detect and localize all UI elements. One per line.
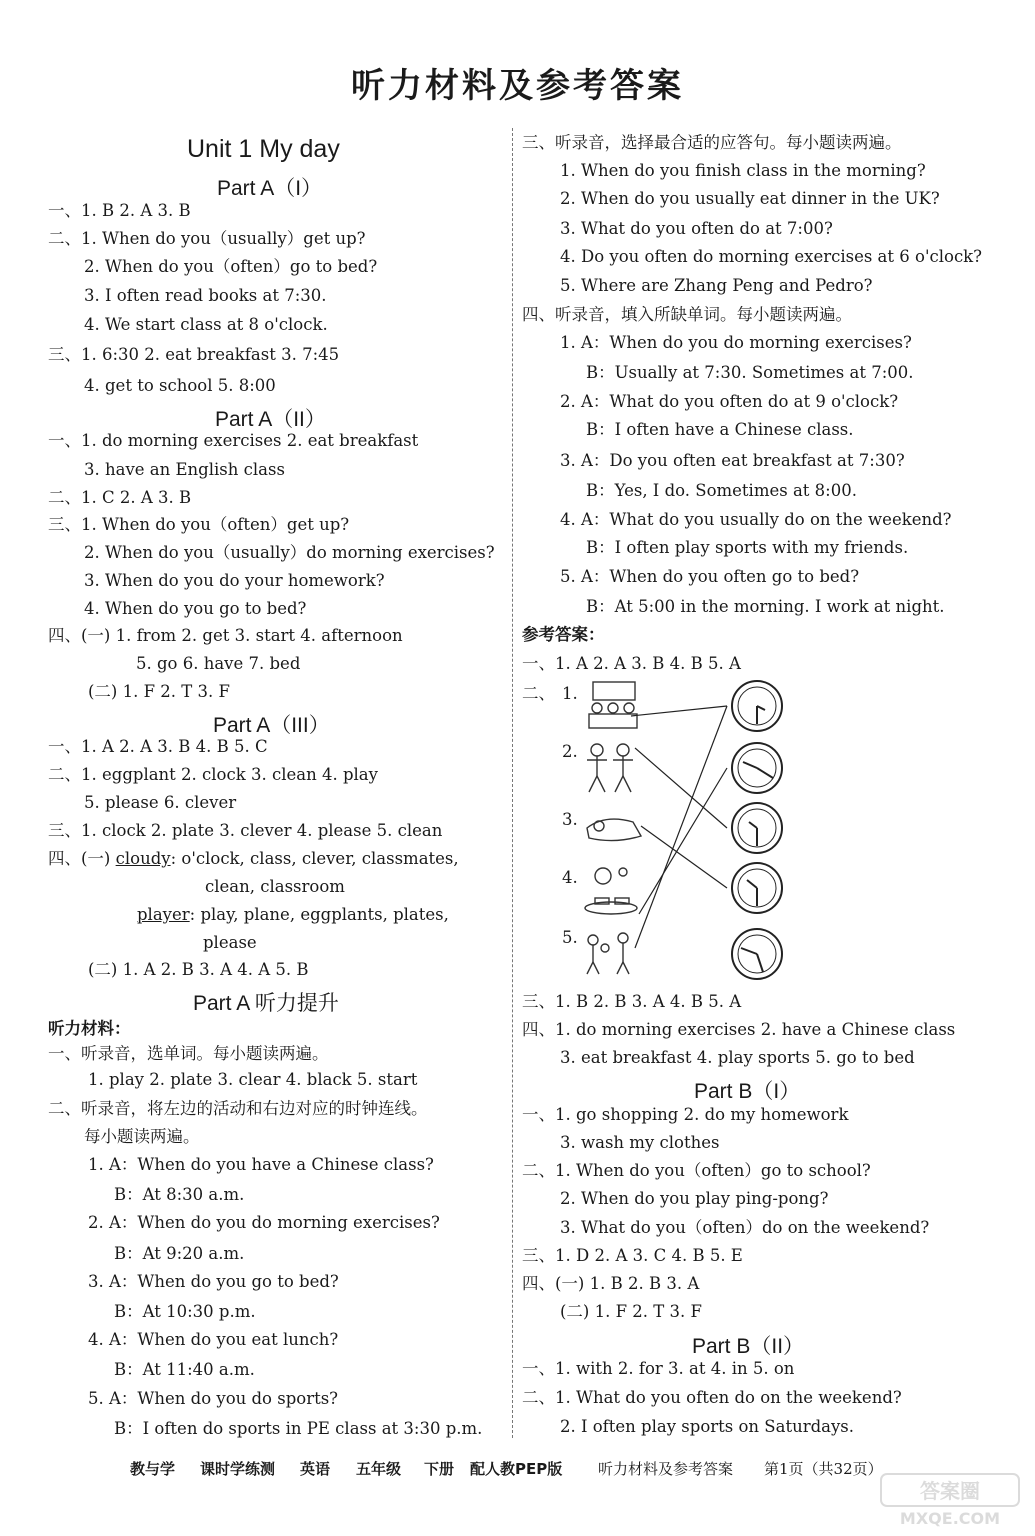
answer-line: 1. A：When do you have a Chinese class? <box>88 1155 434 1174</box>
answer-line: 3. What do you（often）do on the weekend? <box>560 1218 930 1237</box>
answer-line: 二、1. eggplant 2. clock 3. clean 4. play <box>48 765 378 784</box>
answer-line: 4. We start class at 8 o'clock. <box>84 315 328 334</box>
answer-line: 一、听录音，选单词。每小题读两遍。 <box>48 1044 329 1063</box>
answer-line: B：I often play sports with my friends. <box>586 538 909 557</box>
match-line <box>635 748 727 828</box>
class-picture <box>589 682 637 728</box>
answer-line: 三、1. clock 2. plate 3. clever 4. please 5. clean <box>48 821 443 840</box>
footer-series: 课时学练测 <box>200 1460 276 1478</box>
answer-line: (二) 1. F 2. T 3. F <box>88 682 230 701</box>
answer-line: 一、1. B 2. A 3. B <box>48 201 191 220</box>
lunch-picture <box>585 868 637 914</box>
answer-line: 3. A：Do you often eat breakfast at 7:30? <box>560 451 905 470</box>
answer-line: 3. have an English class <box>84 460 285 479</box>
match-line <box>631 706 727 716</box>
svg-text:答案圈: 答案圈 <box>920 1479 980 1503</box>
answer-line <box>137 905 449 925</box>
answer-line: (二) 1. A 2. B 3. A 4. A 5. B <box>88 960 309 979</box>
footer-subject: 英语 <box>300 1460 331 1478</box>
answer-line: 四、(一) 1. from 2. get 3. start 4. afternoon <box>48 626 403 645</box>
word-list: : play, plane, eggplants, plates, <box>189 905 449 924</box>
answer-line: 2. A：What do you often do at 9 o'clock? <box>560 392 899 411</box>
section-label: 参考答案： <box>522 625 605 644</box>
clock-icon <box>732 743 782 793</box>
answer-line: 3. When do you do your homework? <box>84 571 385 590</box>
answer-line: B：At 9:20 a.m. <box>114 1244 245 1263</box>
word-list: : o'clock, class, clever, classmates, <box>170 849 459 868</box>
footer-edition: 配人教PEP版 <box>470 1460 563 1478</box>
answer-line: 2. A：When do you do morning exercises? <box>88 1213 440 1232</box>
answer-line: please <box>203 933 257 952</box>
answer-line: B：Yes, I do. Sometimes at 8:00. <box>586 481 857 500</box>
answer-line: 1. When do you finish class in the morning? <box>560 161 926 180</box>
answer-line: B：I often have a Chinese class. <box>586 420 854 439</box>
answer-line: B：At 11:40 a.m. <box>114 1360 255 1379</box>
answer-line: 4. When do you go to bed? <box>84 599 307 618</box>
part-a2-heading: Part A（II） <box>215 408 326 431</box>
answer-line: 2. When do you（often）go to bed? <box>84 257 378 276</box>
answer-line: 每小题读两遍。 <box>84 1127 200 1146</box>
answer-line: B：At 5:00 in the morning. I work at night. <box>586 597 945 616</box>
answer-line: 4. A：What do you usually do on the weekend? <box>560 510 952 529</box>
clock-icon <box>732 929 782 979</box>
answer-line: 3. What do you often do at 7:00? <box>560 219 833 238</box>
clock-icon <box>732 863 782 913</box>
footer-section: 听力材料及参考答案 <box>598 1460 734 1478</box>
match-line <box>641 826 727 888</box>
footer-term: 下册 <box>424 1460 455 1478</box>
answer-line: 4. Do you often do morning exercises at 6 o'clock? <box>560 247 983 266</box>
answer-line: 3. eat breakfast 4. play sports 5. go to bed <box>560 1048 915 1067</box>
answer-line: 2. I often play sports on Saturdays. <box>560 1417 855 1436</box>
answer-line <box>48 849 459 869</box>
part-b2-heading: Part B（II） <box>692 1335 805 1358</box>
answer-line: 5. please 6. clever <box>84 793 237 812</box>
answer-line: B：I often do sports in PE class at 3:30 p.m. <box>114 1419 483 1438</box>
answer-line: 4. A：When do you eat lunch? <box>88 1330 339 1349</box>
answer-line: clean, classroom <box>205 877 345 896</box>
answer-line: 三、1. When do you（often）get up? <box>48 515 350 534</box>
answer-line: 三、1. B 2. B 3. A 4. B 5. A <box>522 992 742 1011</box>
part-a4-heading: Part A 听力提升 <box>193 992 339 1015</box>
answer-line: B：Usually at 7:30. Sometimes at 7:00. <box>586 363 914 382</box>
answer-line: B：At 8:30 a.m. <box>114 1185 245 1204</box>
answer-line: 5. A：When do you do sports? <box>88 1389 339 1408</box>
answer-line: B：At 10:30 p.m. <box>114 1302 256 1321</box>
answer-line: 2. When do you usually eat dinner in the UK? <box>560 189 940 208</box>
match-number: 3. <box>562 810 578 829</box>
part-a3-heading: Part A（III） <box>213 714 330 737</box>
match-number: 1. <box>562 684 578 703</box>
answer-line: 三、1. D 2. A 3. C 4. B 5. E <box>522 1246 743 1265</box>
unit-title: Unit 1 My day <box>187 135 340 163</box>
svg-text:MXQE.COM: MXQE.COM <box>899 1509 1001 1528</box>
answer-line: 5. Where are Zhang Peng and Pedro? <box>560 276 873 295</box>
answer-line: 二、1. What do you often do on the weekend? <box>522 1388 902 1407</box>
match-number: 5. <box>562 928 578 947</box>
match-prefix: 二、 <box>522 684 555 703</box>
answer-line: 二、听录音，将左边的活动和右边对应的时钟连线。 <box>48 1099 428 1118</box>
clock-icon <box>732 681 782 731</box>
answer-prefix: 四、(一) <box>48 849 111 868</box>
answer-line: 3. wash my clothes <box>560 1133 720 1152</box>
match-number: 4. <box>562 868 578 887</box>
part-a1-heading: Part A（I） <box>217 177 323 200</box>
answer-line: (二) 1. F 2. T 3. F <box>560 1302 702 1321</box>
sleeping-picture <box>587 819 641 840</box>
answer-line: 二、1. C 2. A 3. B <box>48 488 192 507</box>
part-b1-heading: Part B（I） <box>694 1080 801 1103</box>
answer-line: 3. A：When do you go to bed? <box>88 1272 339 1291</box>
underlined-word: cloudy <box>115 849 171 868</box>
answer-line: 二、1. When do you（usually）get up? <box>48 229 366 248</box>
page-title: 听力材料及参考答案 <box>351 66 684 106</box>
answer-line: 5. go 6. have 7. bed <box>136 654 301 673</box>
answer-line: 二、1. When do you（often）go to school? <box>522 1161 871 1180</box>
answer-line: 3. I often read books at 7:30. <box>84 286 327 305</box>
sports-picture <box>587 933 629 974</box>
clock-icon <box>732 803 782 853</box>
exercise-picture <box>587 744 633 792</box>
answer-line: 四、(一) 1. B 2. B 3. A <box>522 1274 700 1293</box>
answer-line: 一、1. A 2. A 3. B 4. B 5. A <box>522 654 741 673</box>
section-label: 听力材料： <box>48 1019 131 1038</box>
answer-line: 4. get to school 5. 8:00 <box>84 376 276 395</box>
match-line <box>635 706 727 948</box>
answer-line: 2. When do you play ping-pong? <box>560 1189 829 1208</box>
footer-brand: 教与学 <box>130 1460 176 1478</box>
footer-page-number: 第1页（共32页） <box>764 1460 883 1478</box>
watermark-logo <box>875 1470 1025 1530</box>
answer-line: 一、1. go shopping 2. do my homework <box>522 1105 849 1124</box>
answer-line: 一、1. do morning exercises 2. eat breakfast <box>48 431 419 450</box>
answer-line: 5. A：When do you often go to bed? <box>560 567 860 586</box>
answer-line: 1. A：When do you do morning exercises? <box>560 333 912 352</box>
underlined-word: player <box>137 905 190 924</box>
matching-diagram <box>575 676 795 988</box>
answer-line: 四、1. do morning exercises 2. have a Chinese class <box>522 1020 956 1039</box>
answer-line: 四、听录音，填入所缺单词。每小题读两遍。 <box>522 305 852 324</box>
answer-line: 2. When do you（usually）do morning exercises? <box>84 543 495 562</box>
answer-line: 一、1. with 2. for 3. at 4. in 5. on <box>522 1359 795 1378</box>
answer-line: 1. play 2. plate 3. clear 4. black 5. start <box>88 1070 418 1089</box>
match-number: 2. <box>562 742 578 761</box>
column-divider <box>512 128 513 1438</box>
answer-line: 三、1. 6:30 2. eat breakfast 3. 7:45 <box>48 345 340 364</box>
answer-line: 一、1. A 2. A 3. B 4. B 5. C <box>48 737 268 756</box>
footer-grade: 五年级 <box>356 1460 402 1478</box>
answer-line: 三、听录音，选择最合适的应答句。每小题读两遍。 <box>522 133 902 152</box>
